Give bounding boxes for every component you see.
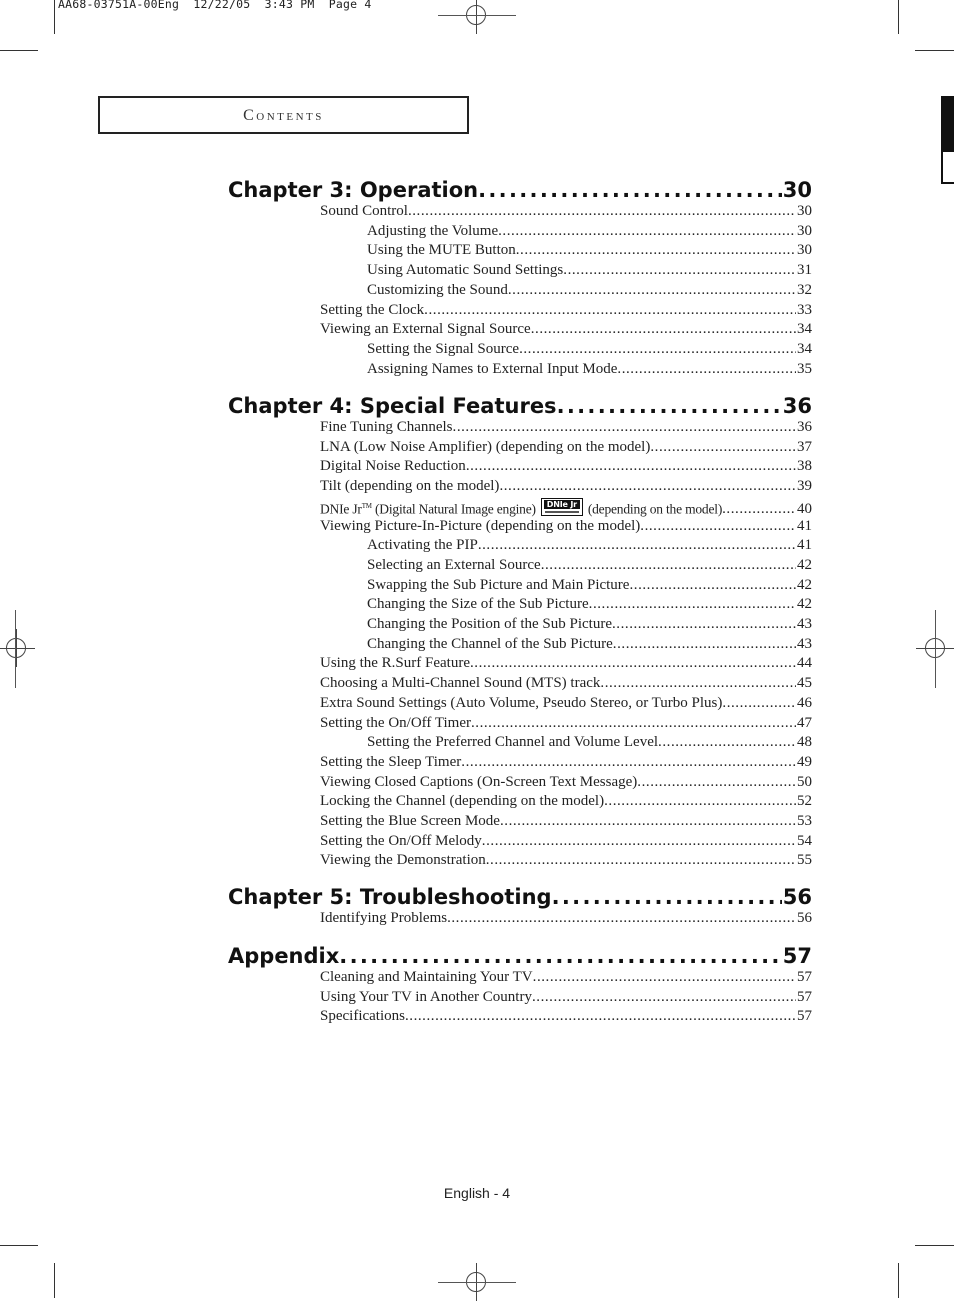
toc-entry [320,418,812,437]
dot-leader [500,812,796,831]
toc-entry [320,832,812,851]
toc-entry-title: Locking the Channel (depending on the model) [320,793,605,810]
toc-entry-page-number: 43 [797,635,812,652]
toc-entry-title: Setting the Clock [320,301,425,318]
toc-entry-page-number: 49 [797,753,812,770]
toc-entry-page-number: 48 [797,734,812,751]
toc-entry [367,635,812,654]
dot-leader [516,241,796,260]
toc-entry-title: Selecting an External Source [367,556,541,573]
dot-leader [658,733,796,752]
toc-entry-page-number: 41 [797,537,812,554]
toc-entry-title: Setting the On/Off Timer [320,714,471,731]
toc-entry [320,792,812,811]
toc-entry-title: Cleaning and Maintaining Your TV [320,969,533,985]
toc-entry-title: Swapping the Sub Picture and Main Picture [367,576,630,593]
contents-title: Contents [243,107,324,124]
crop-mark [438,15,516,16]
toc-entry-title: Fine Tuning Channels [320,419,453,435]
crop-mark [438,1282,516,1283]
toc-entry-text: DNIe Jr [320,501,362,517]
toc-entry [367,536,812,555]
dot-leader [604,792,796,811]
toc-entry-title: Setting the Preferred Channel and Volume Level [367,734,659,751]
toc-entry [320,477,812,496]
dot-leader [408,202,796,221]
dot-leader [508,281,796,300]
toc-entry-page-number: 44 [797,655,812,672]
dot-leader [478,536,796,555]
toc-entry-page-number: 35 [797,360,812,377]
toc-entry [320,301,812,320]
dot-leader [600,674,796,693]
crop-mark [54,1263,55,1298]
toc-entry-page-number: 47 [797,714,812,731]
dot-leader [557,393,782,419]
chapter-title: Chapter 4: Special Features [228,394,557,418]
dot-leader [532,988,796,1007]
toc-entry-page-number: 38 [797,458,812,475]
dot-leader [617,360,796,379]
dot-leader [519,340,796,359]
toc-entry [320,694,812,713]
chapter-heading [228,177,812,203]
toc-entry [367,595,812,614]
chapter-heading [228,943,812,969]
dot-leader [471,714,796,733]
toc-entry [320,1007,812,1026]
toc-entry-title: Digital Noise Reduction [320,458,466,475]
toc-entry-page-number: 42 [797,556,812,573]
toc-entry-title: Activating the PIP [367,537,478,554]
dnie-jr-logo-icon [541,498,583,516]
toc-entry-page-number: 56 [797,910,812,926]
crop-mark [0,50,38,51]
dot-leader [650,438,796,457]
chapter-heading [228,884,812,910]
contents-header-box [98,96,469,134]
toc-entry-page-number: 46 [797,694,812,711]
dot-leader [640,517,796,536]
toc-entry-title: Changing the Position of the Sub Picture [367,616,612,632]
toc-entry [320,753,812,772]
toc-entry-title: Using the MUTE Button [367,242,516,259]
registration-mark-icon [0,629,35,667]
toc-entry [320,517,812,536]
crop-mark [898,0,899,34]
toc-entry-title: Using the R.Surf Feature [320,655,470,672]
toc-entry-page-number: 50 [797,773,812,790]
toc-entry-page-number: 45 [797,675,812,692]
dot-leader [405,1007,796,1026]
chapter-heading [228,393,812,419]
toc-entry-page-number: 57 [797,988,812,1005]
toc-entry-title: Extra Sound Settings (Auto Volume, Pseudo Stereo, or Turbo Plus) [320,694,723,711]
crop-mark [915,50,954,51]
dot-leader [637,773,796,792]
dot-leader [447,909,796,928]
toc-entry-page-number: 34 [797,340,812,357]
toc-entry [320,988,812,1007]
dot-leader [478,177,782,203]
dot-leader [461,753,796,772]
dot-leader [541,556,796,575]
toc-entry-text: (depending on the model) [587,501,723,517]
dot-leader [589,595,796,614]
dot-leader [722,694,796,713]
toc-entry-title: Using Automatic Sound Settings [367,262,564,279]
registration-mark-icon [457,0,495,34]
toc-entry-title: Assigning Names to External Input Mode [367,360,618,377]
dot-leader [629,576,796,595]
toc-entry [320,968,812,987]
chapter-title: Chapter 3: Operation [228,178,479,202]
toc-entry-title: Using Your TV in Another Country [320,988,532,1005]
toc-entry [320,909,812,928]
toc-entry-title: Changing the Channel of the Sub Picture [367,635,613,652]
toc-entry [320,851,812,870]
toc-entry-page-number: 43 [797,616,812,632]
print-slug: AA68-03751A-00Eng 12/22/05 3:43 PM Page 4 [58,0,372,11]
toc-entry [320,438,812,457]
toc-entry [320,202,812,221]
toc-entry-page-number: 39 [797,478,812,495]
toc-entry [367,360,812,379]
crop-mark [898,1263,899,1298]
toc-entry-page-number: 53 [797,813,812,829]
dot-leader [466,457,796,476]
toc-entry [367,615,812,634]
toc-entry [367,556,812,575]
toc-entry-page-number: 30 [797,242,812,259]
dot-leader [533,968,796,987]
toc-entry-page-number: 42 [797,596,812,613]
dnie-logo-underline [545,511,579,513]
chapter-page-number: 36 [782,394,812,418]
crop-mark [915,1245,954,1246]
chapter-title: Appendix [228,944,340,968]
toc-entry-page-number: 52 [797,793,812,810]
dot-leader [499,477,796,496]
crop-mark [54,0,55,34]
toc-entry-page-number: 57 [797,1008,812,1025]
toc-entry-page-number: 41 [797,517,812,534]
dnie-logo-text: DNIe Jr [544,500,580,509]
toc-entry-page-number: 57 [797,969,812,985]
toc-entry-title: Changing the Size of the Sub Picture [367,596,589,613]
toc-entry [320,457,812,476]
toc-entry-title: LNA (Low Noise Amplifier) (depending on the model) [320,438,651,455]
toc-entry-title: Viewing Picture-In-Picture (depending on the model) [320,517,641,534]
toc-entry-title [320,497,722,519]
crop-mark [0,1245,38,1246]
page-number: English - 4 [443,1185,511,1201]
dot-leader [498,222,796,241]
toc-entry-title: Adjusting the Volume [367,222,499,239]
toc-entry-page-number: 30 [797,222,812,239]
dot-leader [531,320,796,339]
toc-entry-title: Viewing Closed Captions (On-Screen Text Message) [320,773,638,790]
toc-entry [367,340,812,359]
toc-entry-page-number: 34 [797,321,812,338]
chapter-title: Chapter 5: Troubleshooting [228,885,552,909]
toc-entry-title: Setting the Blue Screen Mode [320,813,500,829]
trademark-mark: TM [361,501,372,510]
toc-entry [367,241,812,260]
toc-entry-page-number: 40 [797,501,812,518]
toc-entry [320,714,812,733]
toc-entry-page-number: 33 [797,301,812,318]
dot-leader [563,261,796,280]
toc-entry-title: Setting the Signal Source [367,340,520,357]
toc-entry-page-number: 31 [797,262,812,279]
chapter-page-number: 30 [782,178,812,202]
toc-entry-title: Setting the Sleep Timer [320,753,462,770]
dot-leader [470,654,796,673]
toc-entry [320,674,812,693]
toc-entry-page-number: 32 [797,281,812,298]
toc-entry-title: Sound Control [320,203,408,219]
toc-entry-title: Tilt (depending on the model) [320,478,500,495]
toc-entry-title: Identifying Problems [320,910,448,926]
toc-entry-text: (Digital Natural Image engine) [375,501,536,517]
chapter-page-number: 56 [782,885,812,909]
toc-entry [320,654,812,673]
chapter-page-number: 57 [782,944,812,968]
dot-leader [339,943,781,969]
dot-leader [613,635,796,654]
crop-mark [935,610,936,688]
section-tab [941,96,954,184]
toc-entry-page-number: 42 [797,576,812,593]
dot-leader [482,832,796,851]
toc-entry-page-number: 30 [797,203,812,219]
toc-entry [367,222,812,241]
dot-leader [612,615,796,634]
toc-entry-page-number: 54 [797,832,812,849]
toc-entry-title: Setting the On/Off Melody [320,832,482,849]
toc-entry [367,733,812,752]
toc-entry-page-number: 55 [797,852,812,869]
toc-entry [367,281,812,300]
toc-entry-title: Customizing the Sound [367,281,508,298]
dot-leader [424,301,796,320]
toc-entry [320,812,812,831]
crop-mark [15,610,16,688]
toc-entry [320,773,812,792]
toc-entry-title: Viewing an External Signal Source [320,321,531,338]
dot-leader [453,418,796,437]
toc-entry [320,320,812,339]
dot-leader [552,884,782,910]
toc-entry-title: Specifications [320,1008,405,1025]
toc-entry-page-number: 37 [797,438,812,455]
dot-leader [486,851,796,870]
toc-entry [367,261,812,280]
toc-entry [367,576,812,595]
toc-entry-page-number: 36 [797,419,812,435]
toc-entry-title: Choosing a Multi-Channel Sound (MTS) track [320,675,601,692]
toc-entry-title: Viewing the Demonstration [320,852,486,869]
